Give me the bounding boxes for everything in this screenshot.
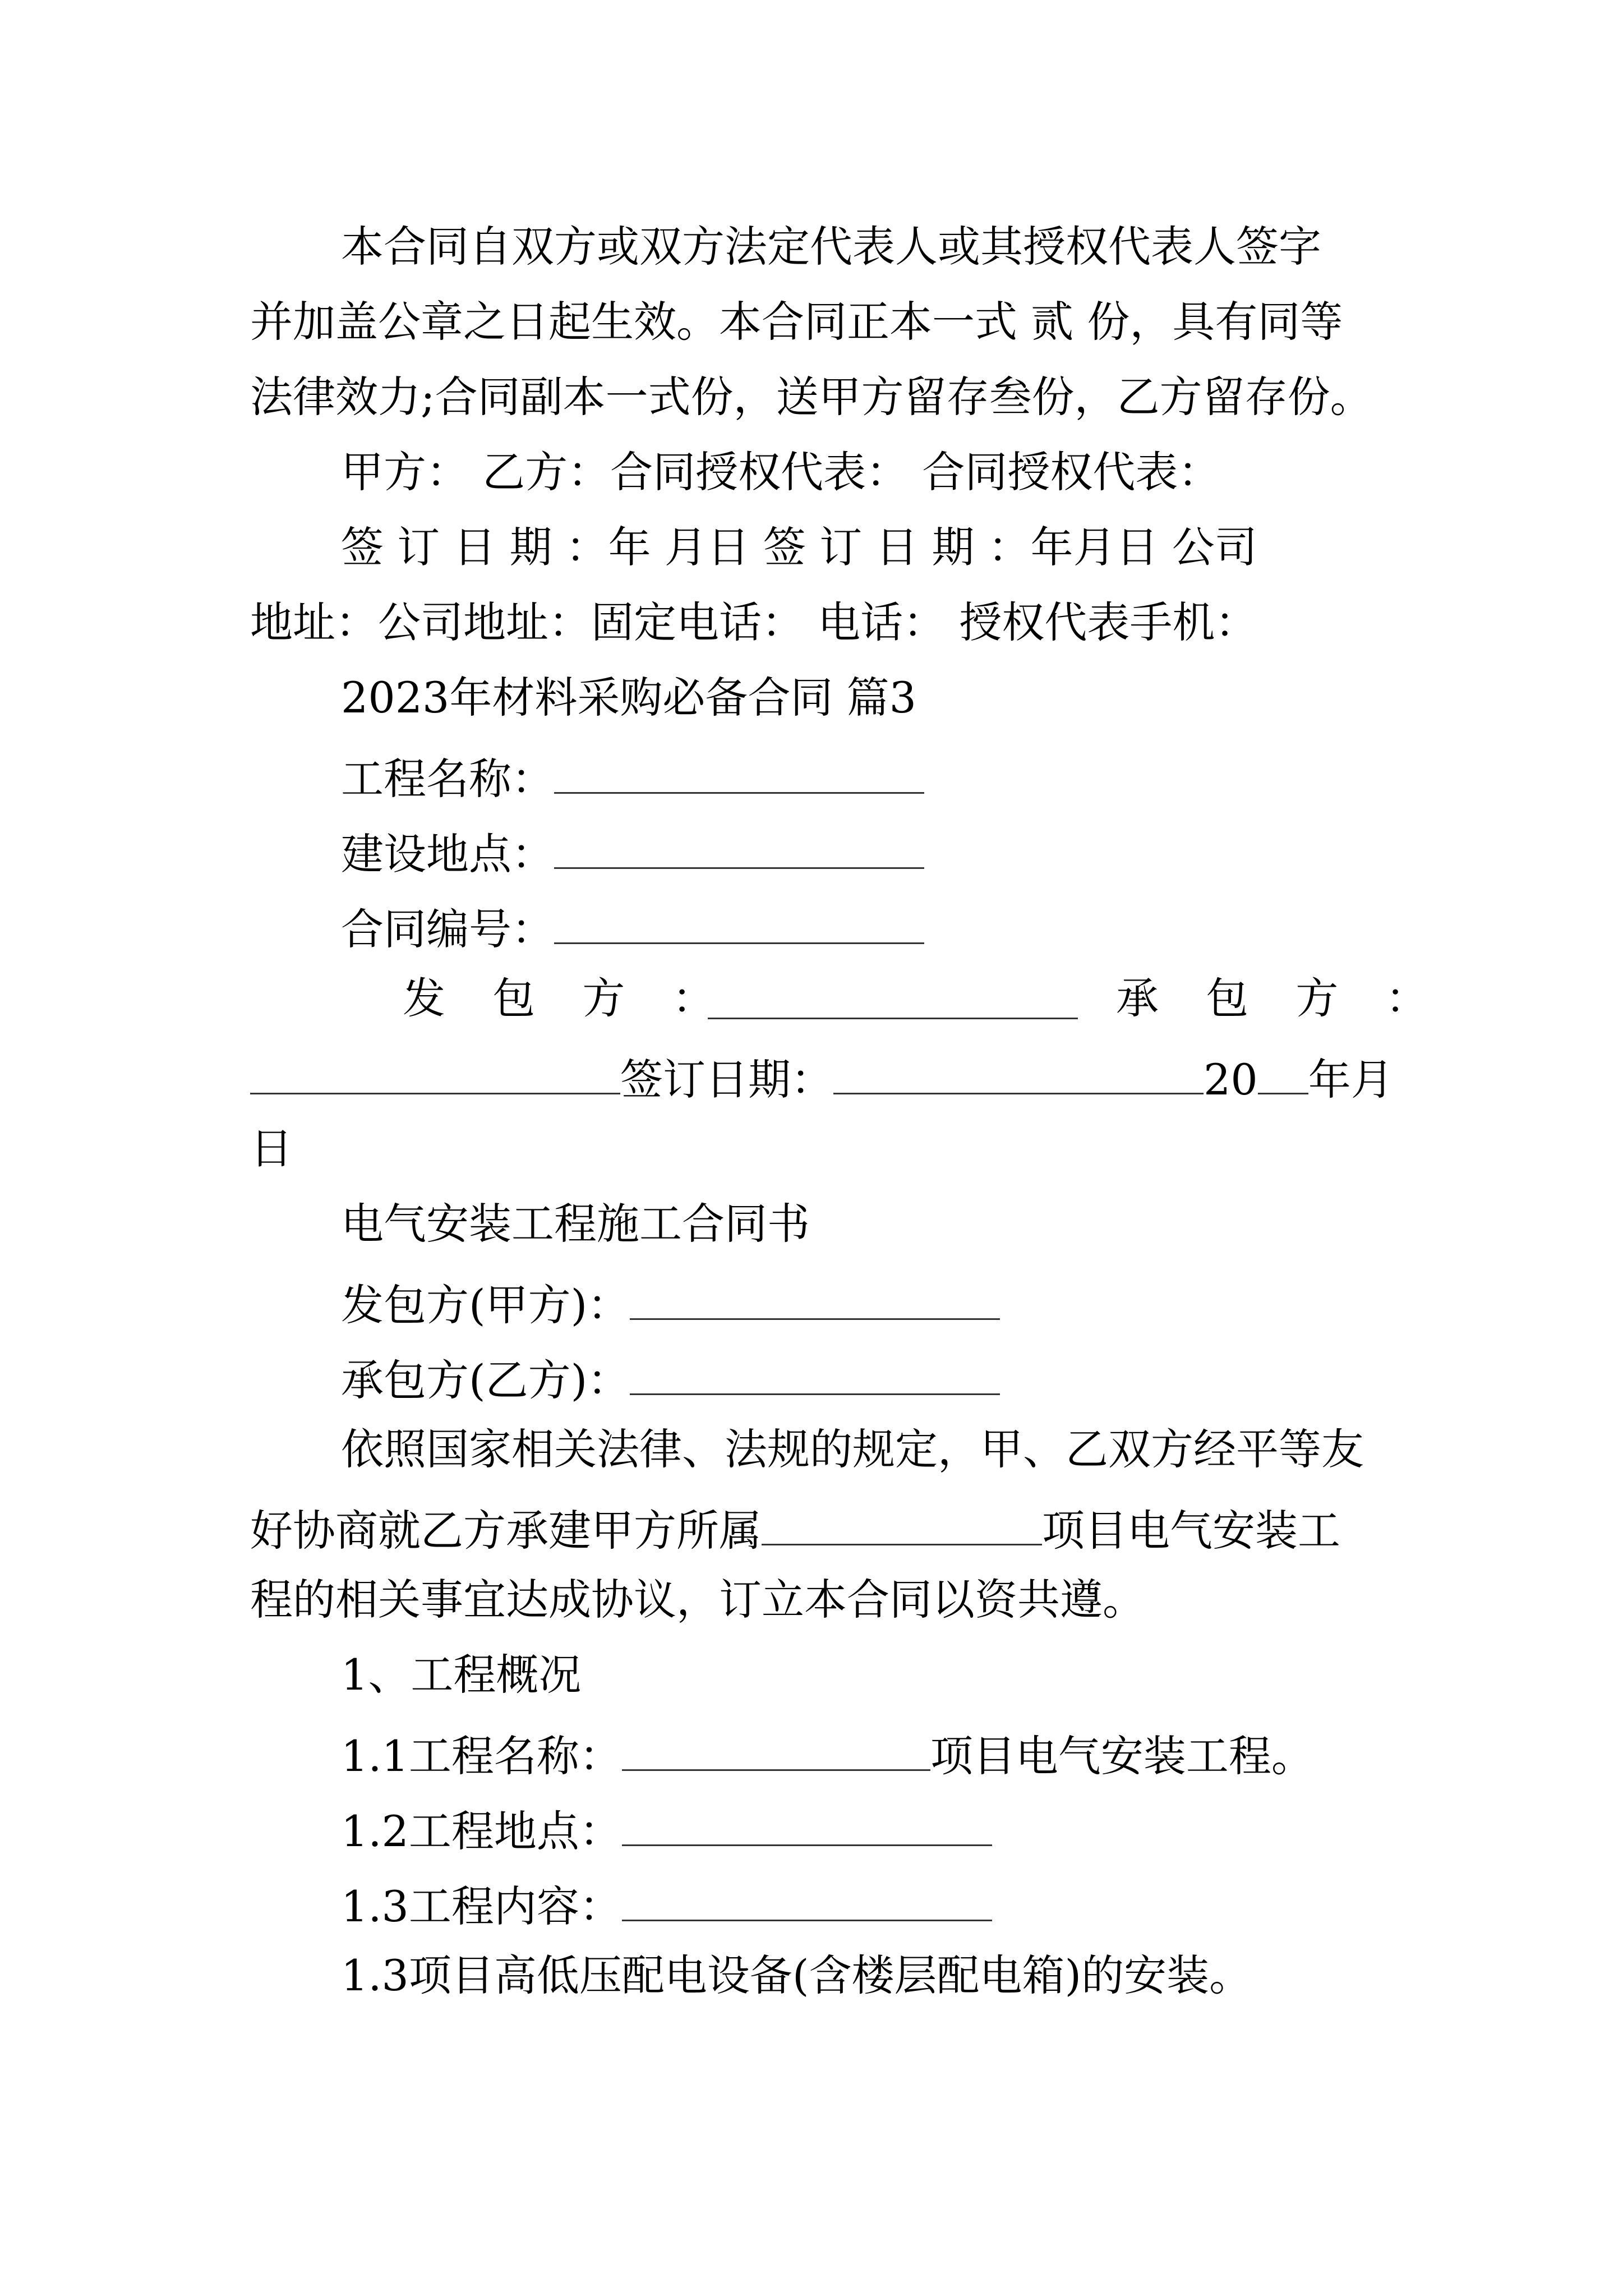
contract-number-field [341, 902, 924, 955]
project-name-field [341, 752, 924, 804]
paragraph-line: 本合同自双方或双方法定代表人或其授权代表人签字 [341, 222, 1321, 272]
item-1-3-label: 1.3工程内容： [341, 1881, 622, 1932]
signing-date-blank [833, 1052, 1204, 1094]
party-b-field [341, 1353, 1000, 1406]
item-1-2 [341, 1804, 992, 1857]
item-1-1 [341, 1729, 1314, 1782]
party-b-blank [630, 1353, 1000, 1395]
item-1-3 [341, 1879, 992, 1932]
project-name-label: 工程名称： [341, 754, 554, 804]
party-b-label: 承包方(乙方)： [341, 1355, 630, 1406]
construction-site-label: 建设地点： [341, 829, 554, 880]
construction-site-blank [554, 827, 924, 869]
project-name-blank [554, 752, 924, 794]
year-month-label: 年月 [1308, 1055, 1394, 1105]
paragraph-line: 依照国家相关法律、法规的规定，甲、乙双方经平等友 [341, 1424, 1364, 1474]
item-1-1-blank [622, 1729, 930, 1771]
signing-date-line: 签 订 日 期 ：年 月日 签 订 日 期 ：年月日 公司 [341, 522, 1257, 572]
contractor-label: 承 包 方 ： [1116, 973, 1445, 1023]
construction-site-field [341, 827, 924, 880]
paragraph-line [250, 1503, 1340, 1556]
project-blank [762, 1503, 1042, 1545]
paragraph-line: 法律效力;合同副本一式份，送甲方留存叁份，乙方留存份。 [250, 372, 1373, 422]
item-1-3-detail: 1.3项目高低压配电设备(含楼层配电箱)的安装。 [341, 1950, 1252, 2000]
section-heading: 2023年材料采购必备合同 篇3 [341, 673, 916, 723]
year-blank [1258, 1052, 1308, 1094]
item-1-1-suffix: 项目电气安装工程。 [930, 1731, 1314, 1782]
signing-date-label: 签订日期： [620, 1055, 833, 1105]
address-line: 地址：公司地址：固定电话： 电话： 授权代表手机： [250, 597, 1258, 647]
item-1-1-label: 1.1工程名称： [341, 1731, 622, 1782]
paragraph-line: 并加盖公章之日起生效。本合同正本一式 贰 份，具有同等 [250, 297, 1343, 347]
contractor-blank [250, 1052, 620, 1094]
contract-number-blank [554, 902, 924, 944]
item-1-3-blank [622, 1879, 992, 1921]
contract-title: 电气安装工程施工合同书 [341, 1199, 810, 1249]
day-label: 日 [250, 1124, 293, 1174]
contract-number-label: 合同编号： [341, 904, 554, 955]
project-prefix: 好协商就乙方承建甲方所属 [250, 1506, 762, 1556]
year-prefix: 20 [1204, 1055, 1258, 1105]
project-suffix: 项目电气安装工 [1042, 1506, 1340, 1556]
signature-parties-line: 甲方： 乙方：合同授权代表： 合同授权代表： [341, 447, 1221, 497]
item-1-2-label: 1.2工程地点： [341, 1806, 622, 1857]
section-heading: 1、工程概况 [341, 1650, 582, 1700]
employer-label: 发 包 方 ： [403, 973, 732, 1023]
item-1-2-blank [622, 1804, 992, 1846]
party-a-label: 发包方(甲方)： [341, 1280, 630, 1331]
party-a-blank [630, 1278, 1000, 1320]
party-a-field [341, 1278, 1000, 1331]
signing-date-field [250, 1052, 1394, 1105]
employer-blank [708, 977, 1078, 1019]
paragraph-line: 程的相关事宜达成协议，订立本合同以资共遵。 [250, 1575, 1145, 1625]
